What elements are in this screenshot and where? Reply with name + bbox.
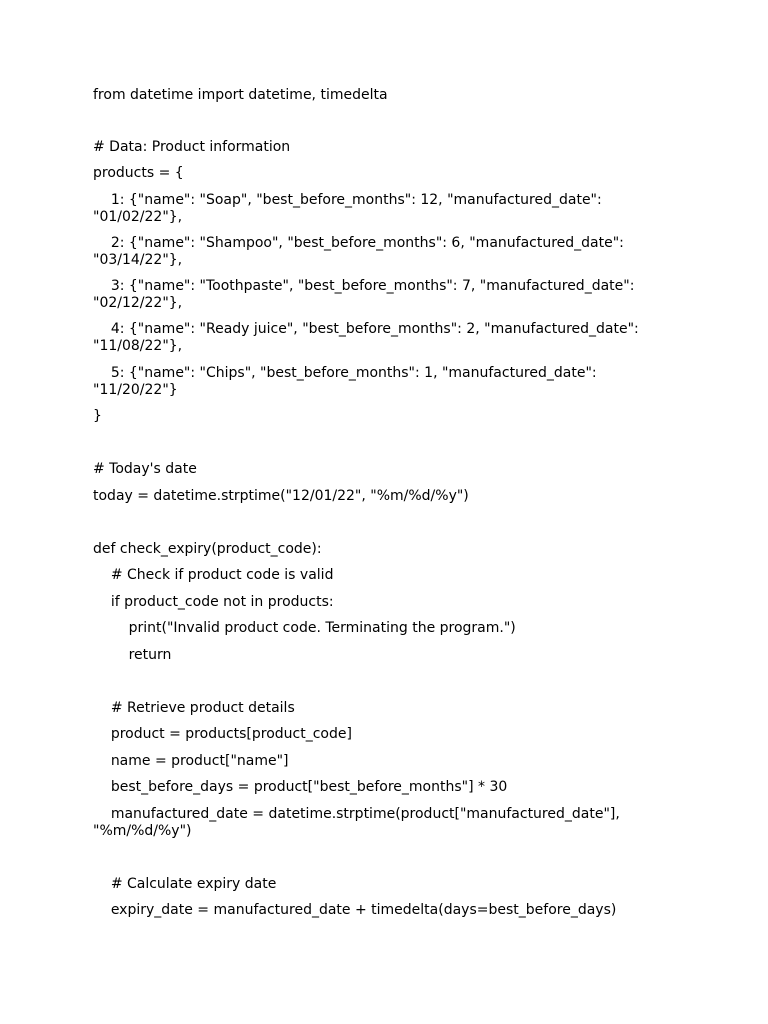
- product-entry-2: 2: {"name": "Shampoo", "best_before_months": 6, "manufactured_date": "03/14/22"},: [93, 235, 629, 268]
- comment-today-line: # Today's date: [93, 461, 197, 477]
- expiry-date-line: expiry_date = manufactured_date + timedelta(days=best_before_days): [93, 902, 617, 918]
- comment-validate-line: # Check if product code is valid: [93, 567, 334, 583]
- return-line: return: [93, 647, 172, 663]
- product-entry-3: 3: {"name": "Toothpaste", "best_before_months": 7, "manufactured_date": "02/12/22"},: [93, 278, 639, 311]
- if-check-line: if product_code not in products:: [93, 594, 334, 610]
- comment-data-line: # Data: Product information: [93, 139, 291, 155]
- import-line: from datetime import datetime, timedelta: [93, 87, 388, 103]
- products-close-line: }: [93, 408, 102, 424]
- manufactured-date-line: manufactured_date = datetime.strptime(product["manufactured_date"], "%m/%d/%y"): [93, 806, 625, 839]
- product-lookup-line: product = products[product_code]: [93, 726, 352, 742]
- name-assignment-line: name = product["name"]: [93, 753, 289, 769]
- product-entry-1: 1: {"name": "Soap", "best_before_months": 12, "manufactured_date": "01/02/22"},: [93, 192, 607, 225]
- print-invalid-line: print("Invalid product code. Terminating the program."): [93, 620, 516, 636]
- comment-retrieve-line: # Retrieve product details: [93, 700, 295, 716]
- products-open-line: products = {: [93, 165, 184, 181]
- today-assignment-line: today = datetime.strptime("12/01/22", "%m/%d/%y"): [93, 488, 469, 504]
- comment-expiry-line: # Calculate expiry date: [93, 876, 277, 892]
- best-before-days-line: best_before_days = product["best_before_months"] * 30: [93, 779, 508, 795]
- product-entry-4: 4: {"name": "Ready juice", "best_before_months": 2, "manufactured_date": "11/08/22"},: [93, 321, 644, 354]
- function-def-line: def check_expiry(product_code):: [93, 541, 322, 557]
- product-entry-5: 5: {"name": "Chips", "best_before_months": 1, "manufactured_date": "11/20/22"}: [93, 365, 602, 398]
